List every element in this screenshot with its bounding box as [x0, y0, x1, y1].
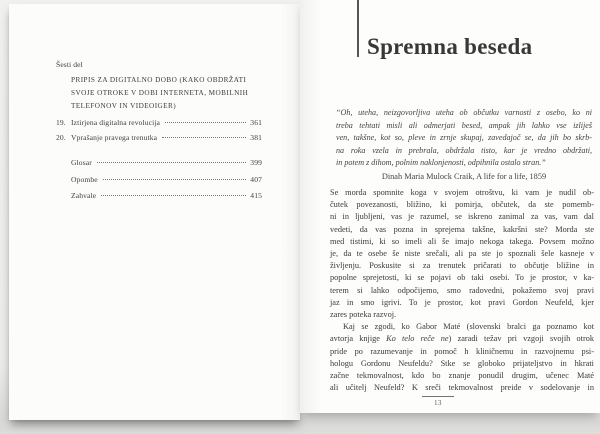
chapter-label: Vprašanje pravega trenutka [71, 133, 158, 142]
toc-section-label: Šesti del [56, 60, 83, 69]
body-line [330, 333, 594, 345]
chapter-label: Iztirjena digitalna revolucija [71, 118, 161, 127]
dot-leader [162, 137, 246, 138]
body-line: med tistimi, ki so imeli ali še imajo nekoga takega. Povsem možno [330, 236, 594, 246]
body-text-segment: ) zaradi težav pri vzgoji svojih otrok [448, 334, 594, 344]
toc-back-matter [56, 158, 262, 201]
body-line: hologu Gordonu Neufeldu? Stke se globoko prijateljstvo in hkrati [330, 358, 594, 368]
toc-section-title [71, 74, 262, 113]
quote-line: ven, takšne, kot so, pleve in zrnje skupaj, zavedajoč se, da jih bo skrb- [336, 133, 592, 143]
book-title-italic: Ko telo reče ne [386, 334, 449, 344]
body-line: ali učitelj Neufeld? K sreči tekmovalnost preide v sodelovanje in [330, 383, 594, 393]
toc-page [9, 4, 300, 420]
body-line: Se morda spomnite koga v svojem otroštvu, ki vam je nudil ob- [330, 188, 594, 197]
quote-line: “Oh, uteha, neizgovorljiva uteha ob občutku varnosti z osebo, ko ni [336, 108, 592, 117]
toc-entry-zahvale [71, 191, 262, 201]
entry-label: Glosar [71, 158, 92, 167]
quote-attribution: Dinah Maria Mulock Craik, A life for a life, 1859 [381, 171, 547, 181]
epigraph-quote [336, 107, 592, 184]
body-line: Kaj se zgodi, ko Gabor Maté (slovenski bralci ga poznamo kot [343, 322, 594, 332]
chapter-page-number: 381 [250, 133, 262, 142]
page-title: Spremna beseda [367, 34, 533, 59]
body-line: vedeti, da vas pozna in sprejema takšne, kakršni ste? Morda ste [330, 224, 594, 234]
body-line: popolne sprejetosti, ki se pojavi ob taki osebi. To je prostor, v ka- [330, 273, 594, 283]
toc-section-title-line: PRIPIS ZA DIGITALNO DOBO (KAKO OBDRŽATI [71, 76, 247, 84]
chapter-title-rule [357, 0, 359, 57]
toc-entry-chapter-19 [56, 118, 262, 128]
quote-line: in potem z dihom, polnim naklonjenosti, odpihnila ostalo stran.” [336, 158, 546, 168]
chapter-page-number: 361 [250, 118, 262, 127]
body-line: čutek povezanosti, bližino, ki pomirja, občutek, da ste pomemb- [330, 200, 594, 210]
quote-line: treba tehtati misli ali odmerjati besed, ampak jih lahko vse izliješ [336, 120, 592, 130]
body-line: terem si lahko odpočijemo, smo radovedni, pokažemo svoj pravi [330, 285, 594, 295]
dot-leader [103, 179, 247, 180]
entry-page-number: 399 [250, 158, 262, 167]
toc-block [56, 59, 262, 201]
page-footer [422, 396, 454, 407]
toc-entry-chapter-20 [56, 133, 262, 143]
body-line: zares poteka razvoj. [330, 310, 397, 320]
body-line: življenju. Poskusite si za trenutek pričarati to občutje bližine in [330, 261, 594, 271]
body-text [330, 187, 594, 394]
dot-leader [165, 122, 246, 123]
entry-page-number: 407 [250, 174, 262, 184]
body-text-segment: avtorja knjige [330, 334, 387, 344]
entry-label: Opombe [71, 174, 98, 184]
foreword-page [300, 0, 600, 413]
toc-section-title-line: SVOJE OTROKE V DOBI INTERNETA, MOBILNIH [71, 89, 249, 97]
body-line: ni in ljubljeni, vas je razumel, se iskreno zanimal za vas, vam dal [330, 212, 594, 222]
body-line: pride po razumevanje in pomoč h kliničnemu in razvojnemu psi- [330, 346, 594, 356]
page-number: 13 [434, 400, 442, 407]
body-line: je, da te osebe še niste srečali, ali pa ste jo spoznali šele kasneje v [330, 249, 594, 259]
toc-section-title-line: TELEFONOV IN VIDEOIGER) [71, 102, 177, 110]
body-line: začne tekmovalnost, kdo bo znanje ponudil drugim, učenec Maté [330, 371, 594, 381]
entry-page-number: 415 [250, 191, 262, 200]
quote-line: na roka vzela in prebrala, obdržala tisto, kar je vredno obdržati, [336, 145, 592, 155]
chapter-number: 20. [56, 133, 66, 142]
entry-label: Zahvale [71, 191, 97, 200]
toc-entry-opombe [71, 175, 262, 185]
dot-leader [101, 195, 246, 196]
body-line: jaz in smo igrivi. To je prostor, kot pravi Gordon Neufeld, kjer [330, 297, 594, 307]
chapter-number: 19. [56, 118, 66, 127]
dot-leader [97, 162, 246, 163]
footer-rule [422, 396, 454, 397]
toc-entry-glosar [71, 158, 262, 168]
